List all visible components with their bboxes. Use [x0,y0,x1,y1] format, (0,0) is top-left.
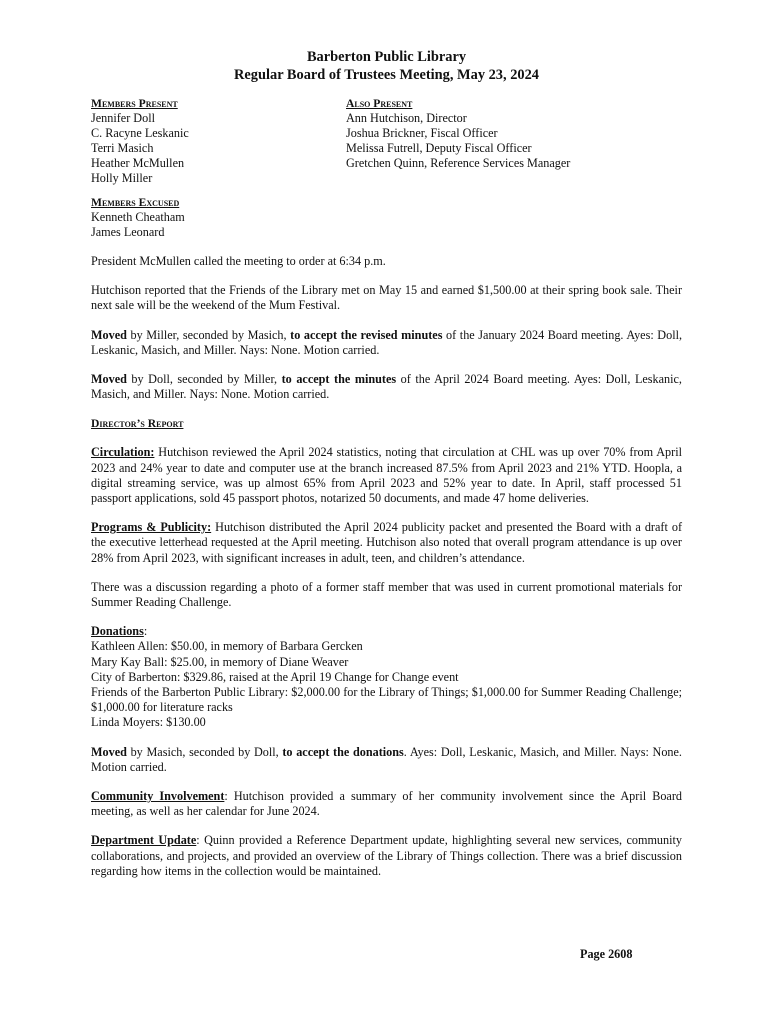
staff-name: Gretchen Quinn, Reference Services Manager [346,156,571,170]
attendance-columns [91,96,682,186]
document-title [91,48,682,84]
motion-lead: Moved [91,372,127,387]
motion-bold: to accept the donations [282,744,404,759]
motion-bold: to accept the revised minutes [290,327,443,342]
members-present [91,96,346,186]
member-name: Terri Masich [91,141,154,155]
friends-report: Hutchison reported that the Friends of the Library met on May 15 and earned $1,500.00 at their spring book sale. Their next sale will be the weekend of the Mum Festival. [91,283,682,313]
member-name: Jennifer Doll [91,111,155,125]
circulation-paragraph [91,445,682,506]
donation-item: Friends of the Barberton Public Library: $2,000.00 for the Library of Things; $1,000.00 for Summer Reading Challenge; $1,000.00 for literature racks [91,685,682,715]
motion-bold: to accept the minutes [281,372,397,387]
motion-rest: of the January 2024 Board meeting. Ayes: Doll, Leskanic, Masich, and Miller. Nays: None. Motion carried. [91,327,683,357]
donations-section [91,624,682,730]
community-paragraph [91,789,682,819]
motion-revised-minutes [91,328,682,358]
members-excused [91,195,682,240]
motion-mid: by Masich, seconded by Doll, [126,744,283,759]
donation-item: Mary Kay Ball: $25.00, in memory of Diane Weaver [91,654,349,669]
motion-minutes [91,372,682,402]
title-library-name: Barberton Public Library [306,49,467,65]
circulation-label: Circulation: [91,445,155,460]
member-name: Holly Miller [91,171,153,185]
members-excused-heading: Members Excused [91,196,180,209]
donation-item: Kathleen Allen: $50.00, in memory of Barbara Gercken [91,639,363,654]
also-present [346,96,682,186]
motion-rest: . Ayes: Doll, Leskanic, Masich, and Miller. Nays: None. Motion carried. [91,744,682,774]
circulation-text: Hutchison reviewed the April 2024 statistics, noting that circulation at CHL was up over 70% from April 2023 and 24% year to date and computer use at the branch increased 87.5% from April 2023 and 21% YTD. Hoopla, a digital streaming service, was up almost 65% from April 2023 and 52% year to date. In April, staff processed 51 passport applications, sold 45 passport photos, notarized 50 documents, and made 47 home deliveries. [91,445,682,506]
staff-name: Melissa Futrell, Deputy Fiscal Officer [346,141,532,155]
donations-colon: : [143,624,148,639]
community-label: Community Involvement [91,789,225,804]
excused-name: James Leonard [91,225,165,239]
programs-text: Hutchison distributed the April 2024 publicity packet and presented the Board with a draft of the executive letterhead requested at the April meeting. Hutchison also noted that overall program attendance is up over 28% from April 2023, with significant increases in adult, teen, and children’s attendance. [91,520,682,565]
motion-mid: by Doll, seconded by Miller, [126,372,282,387]
call-to-order: President McMullen called the meeting to order at 6:34 p.m. [91,254,386,268]
member-name: C. Racyne Leskanic [91,126,189,140]
directors-report-heading: Director’s Report [91,417,184,431]
donation-item: Linda Moyers: $130.00 [91,715,206,730]
page-number: Page 2608 [580,947,633,961]
title-meeting: Regular Board of Trustees Meeting, May 23, 2024 [234,67,539,83]
excused-name: Kenneth Cheatham [91,210,185,224]
staff-name: Ann Hutchison, Director [346,111,467,125]
motion-lead: Moved [91,327,127,342]
motion-mid: by Miller, seconded by Masich, [126,327,291,342]
programs-paragraph [91,520,682,566]
department-label: Department Update [91,833,197,848]
donation-item: City of Barberton: $329.86, raised at the April 19 Change for Change event [91,669,459,684]
programs-label: Programs & Publicity: [91,520,212,535]
motion-donations [91,745,682,775]
also-present-heading: Also Present [346,97,413,110]
member-name: Heather McMullen [91,156,185,170]
photo-discussion: There was a discussion regarding a photo of a former staff member that was used in current promotional materials for Summer Reading Challenge. [91,579,682,610]
department-paragraph [91,833,682,879]
department-text: : Quinn provided a Reference Department update, highlighting several new services, community collaborations, and projects, and provided an overview of the Library of Things collection. There was a brief discussion regarding how items in the collection would be maintained. [91,833,682,878]
members-present-heading: Members Present [91,97,178,110]
motion-rest: of the April 2024 Board meeting. Ayes: Doll, Leskanic, Masich, and Miller. Nays: None. Motion carried. [91,372,682,402]
community-text: : Hutchison provided a summary of her community involvement since the April Board meeting, as well as her calendar for June 2024. [91,789,682,819]
donations-label: Donations [91,624,144,639]
motion-lead: Moved [91,744,127,759]
donations-heading [91,624,682,639]
staff-name: Joshua Brickner, Fiscal Officer [346,126,498,140]
